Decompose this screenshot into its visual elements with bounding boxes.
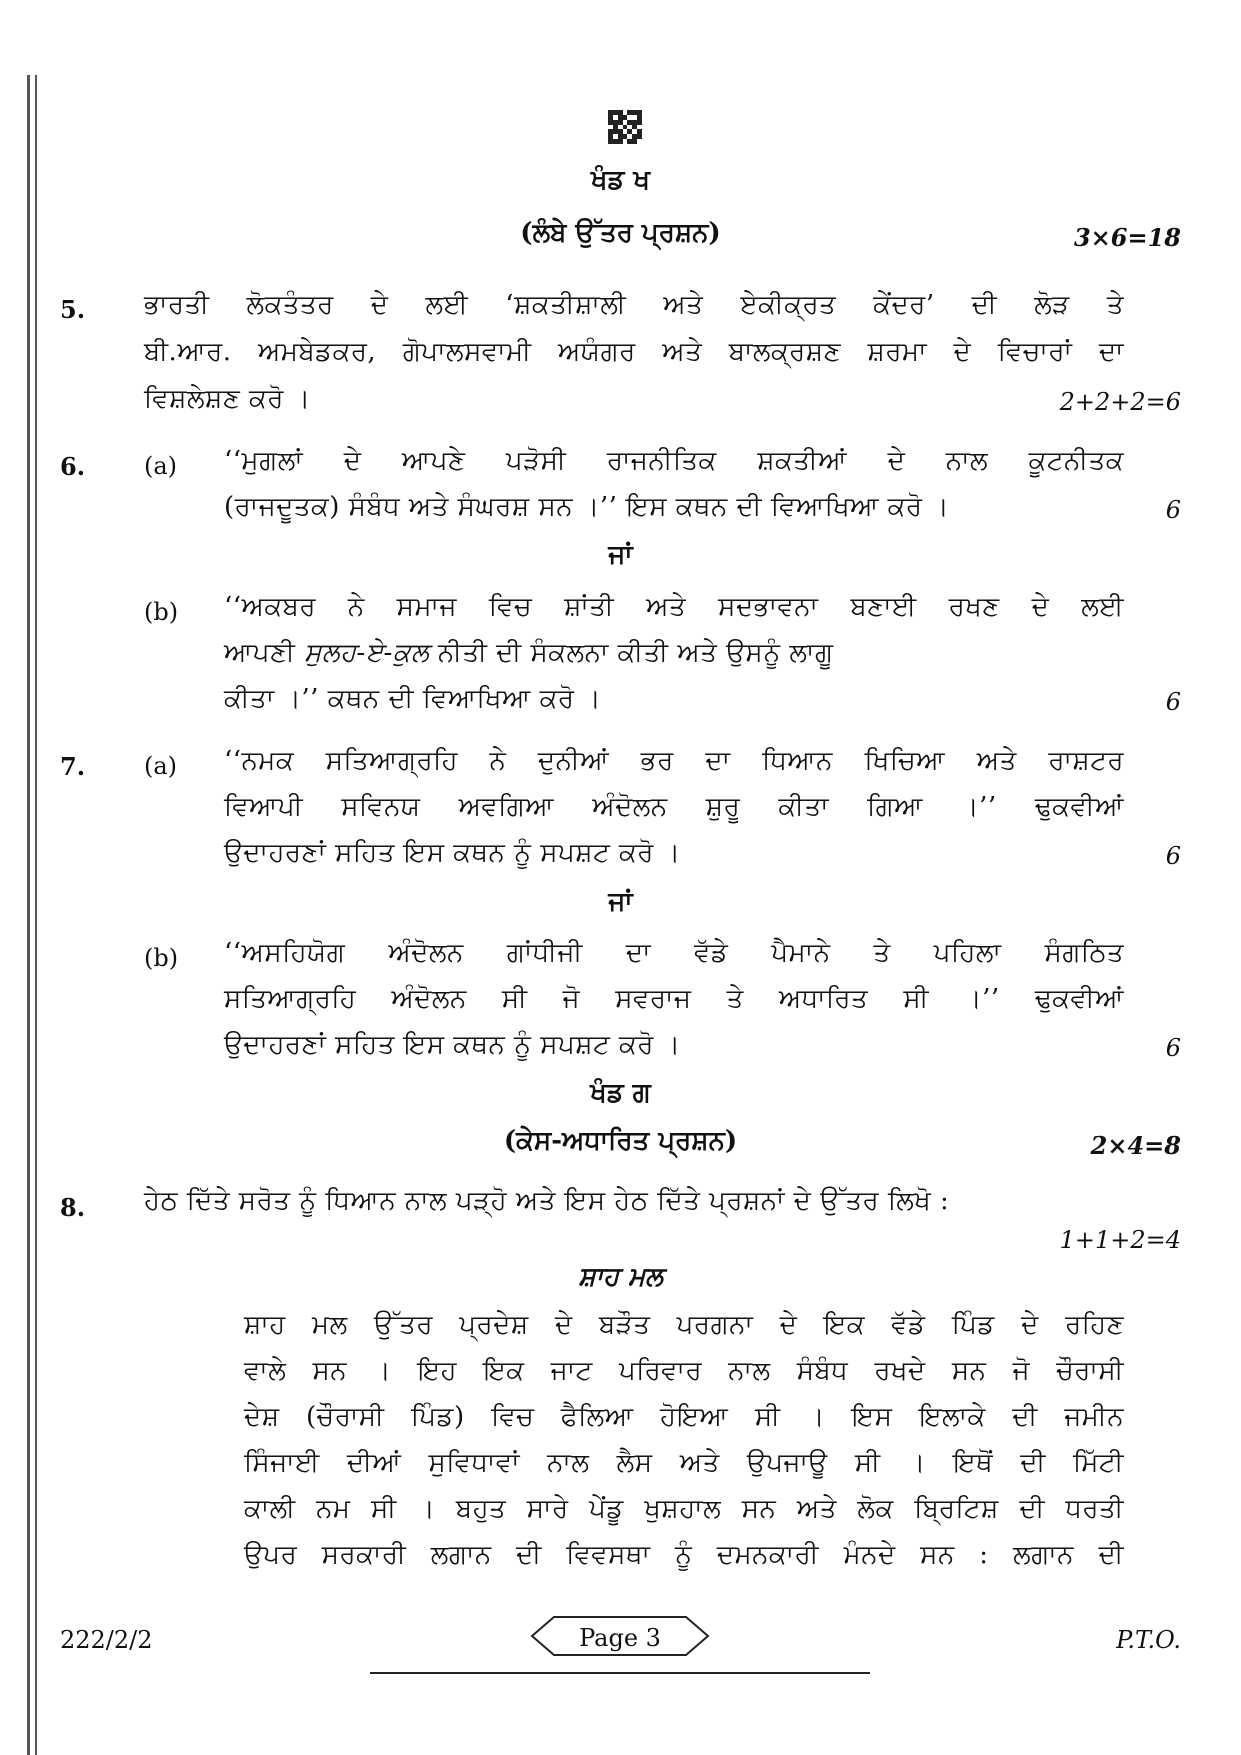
q6b-line-1: ‘‘ਅਕਬਰ ਨੇ ਸਮਾਜ ਵਿਚ ਸ਼ਾਂਤੀ ਅਤੇ ਸਦਭਾਵਨਾ ਬਣਾਈ ਰਖਣ ਦੇ ਲਈ (224, 592, 1124, 622)
question-number-6: 6. (60, 452, 86, 481)
source-line-6: ਉਪਰ ਸਰਕਾਰੀ ਲਗਾਨ ਦੀ ਵਿਵਸਥਾ ਨੂੰ ਦਮਨਕਾਰੀ ਮੰਨਦੇ ਸਨ : ਲਗਾਨ ਦੀ (244, 1540, 1124, 1570)
source-line-2: ਵਾਲੇ ਸਨ । ਇਹ ਇਕ ਜਾਟ ਪਰਿਵਾਰ ਨਾਲ ਸੰਬੰਧ ਰਖਦੇ ਸਨ ਜੋ ਚੌਰਾਸੀ (244, 1356, 1124, 1386)
source-title: ਸ਼ਾਹ ਮਲ (578, 1262, 663, 1292)
section-c-title: ਖੰਡ ਗ (590, 1078, 651, 1108)
q5-marks: 2+2+2=6 (1059, 388, 1181, 416)
q7a-line-1: ‘‘ਨਮਕ ਸਤਿਆਗ੍ਰਹਿ ਨੇ ਦੁਨੀਆਂ ਭਰ ਦਾ ਧਿਆਨ ਖਿਚਿਆ ਅਤੇ ਰਾਸ਼ਟਰ (224, 746, 1124, 776)
q5-line-2: ਬੀ.ਆਰ. ਅਮਬੇਡਕਰ, ਗੋਪਾਲਸਵਾਮੀ ਅਯੰਗਰ ਅਤੇ ਬਾਲਕ੍ਰਸ਼ਣ ਸ਼ਰਮਾ ਦੇ ਵਿਚਾਰਾਂ ਦਾ (144, 337, 1124, 367)
q6b-line-2-italic: ਸੁਲਹ-ਏ-ਕੁਲ (304, 638, 430, 668)
source-line-1: ਸ਼ਾਹ ਮਲ ਉੱਤਰ ਪ੍ਰਦੇਸ਼ ਦੇ ਬੜੌਤ ਪਰਗਨਾ ਦੇ ਇਕ ਵੱਡੇ ਪਿੰਡ ਦੇ ਰਹਿਣ (244, 1310, 1124, 1340)
source-line-3: ਦੇਸ਼ (ਚੌਰਾਸੀ ਪਿੰਡ) ਵਿਚ ਫੈਲਿਆ ਹੋਇਆ ਸੀ । ਇਸ ਇਲਾਕੇ ਦੀ ਜਮੀਨ (244, 1402, 1124, 1432)
q7b-line-2: ਸਤਿਆਗ੍ਰਹਿ ਅੰਦੋਲਨ ਸੀ ਜੋ ਸਵਰਾਜ ਤੇ ਅਧਾਰਿਤ ਸੀ ।’’ ਢੁਕਵੀਆਂ (224, 984, 1124, 1014)
section-b-title: ਖੰਡ ਖ (591, 165, 650, 195)
q7b-line-3: ਉਦਾਹਰਣਾਂ ਸਹਿਤ ਇਸ ਕਥਨ ਨੂੰ ਸਪਸ਼ਟ ਕਰੋ । (224, 1030, 681, 1060)
section-c-marks: 2×4=8 (1090, 1131, 1181, 1160)
q6a-marks: 6 (1165, 496, 1181, 524)
q7-part-b-label: (b) (144, 944, 179, 972)
q8-marks: 1+1+2=4 (1059, 1226, 1181, 1254)
q6-part-b-label: (b) (144, 598, 179, 626)
q7a-line-2: ਵਿਆਪੀ ਸਵਿਨਯ ਅਵਗਿਆ ਅੰਦੋਲਨ ਸ਼ੁਰੂ ਕੀਤਾ ਗਿਆ ।’’ ਢੁਕਵੀਆਂ (224, 792, 1124, 822)
qr-code-icon (608, 110, 642, 144)
q7-or: ਜਾਂ (608, 887, 633, 917)
q7-part-a-label: (a) (144, 752, 178, 780)
q6b-line-2-pre: ਆਪਣੀ (224, 638, 305, 668)
please-turn-over: P.T.O. (1116, 1626, 1181, 1654)
q6b-line-3: ਕੀਤਾ ।’’ ਕਥਨ ਦੀ ਵਿਆਖਿਆ ਕਰੋ । (224, 684, 602, 714)
question-number-5: 5. (60, 295, 86, 324)
q6b-marks: 6 (1165, 688, 1181, 716)
q5-line-3: ਵਿਸ਼ਲੇਸ਼ਣ ਕਰੋ । (144, 384, 311, 414)
question-number-7: 7. (60, 752, 86, 781)
section-c-subtitle: (ਕੇਸ-ਅਧਾਰਿਤ ਪ੍ਰਸ਼ਨ) (503, 1126, 738, 1156)
question-number-8: 8. (60, 1193, 86, 1222)
section-b-subtitle: (ਲੰਬੇ ਉੱਤਰ ਪ੍ਰਸ਼ਨ) (520, 218, 721, 248)
q7a-line-3: ਉਦਾਹਰਣਾਂ ਸਹਿਤ ਇਸ ਕਥਨ ਨੂੰ ਸਪਸ਼ਟ ਕਰੋ । (224, 838, 681, 868)
q6b-line-2-post: ਨੀਤੀ ਦੀ ਸੰਕਲਨਾ ਕੀਤੀ ਅਤੇ ਉਸਨੂੰ ਲਾਗੂ (429, 638, 834, 668)
q6-part-a-label: (a) (144, 452, 178, 480)
footer-rule (370, 1672, 870, 1674)
q7b-line-1: ‘‘ਅਸਹਿਯੋਗ ਅੰਦੋਲਨ ਗਾਂਧੀਜੀ ਦਾ ਵੱਡੇ ਪੈਮਾਨੇ ਤੇ ਪਹਿਲਾ ਸੰਗਠਿਤ (224, 938, 1124, 968)
page-number: Page 3 (579, 1624, 661, 1652)
q6a-line-2: (ਰਾਜਦੂਤਕ) ਸੰਬੰਧ ਅਤੇ ਸੰਘਰਸ਼ ਸਨ ।’’ ਇਸ ਕਥਨ ਦੀ ਵਿਆਖਿਆ ਕਰੋ । (224, 492, 950, 522)
source-line-4: ਸਿੰਜਾਈ ਦੀਆਂ ਸੁਵਿਧਾਵਾਂ ਨਾਲ ਲੈਸ ਅਤੇ ਉਪਜਾਊ ਸੀ । ਇਥੋਂ ਦੀ ਮਿੱਟੀ (244, 1448, 1124, 1478)
q7a-marks: 6 (1165, 842, 1181, 870)
q6a-line-1: ‘‘ਮੁਗਲਾਂ ਦੇ ਆਪਣੇ ਪੜੋਸੀ ਰਾਜਨੀਤਿਕ ਸ਼ਕਤੀਆਂ ਦੇ ਨਾਲ ਕੂਟਨੀਤਕ (224, 446, 1124, 476)
q5-line-1: ਭਾਰਤੀ ਲੋਕਤੰਤਰ ਦੇ ਲਈ ‘ਸ਼ਕਤੀਸ਼ਾਲੀ ਅਤੇ ਏਕੀਕ੍ਰਤ ਕੇਂਦਰ’ ਦੀ ਲੋੜ ਤੇ (144, 290, 1124, 320)
q7b-marks: 6 (1165, 1034, 1181, 1062)
paper-code: 222/2/2 (60, 1626, 153, 1654)
q6-or: ਜਾਂ (608, 540, 633, 570)
q6b-line-2 (224, 638, 1124, 669)
source-line-5: ਕਾਲੀ ਨਮ ਸੀ । ਬਹੁਤ ਸਾਰੇ ਪੇਂਡੂ ਖੁਸ਼ਹਾਲ ਸਨ ਅਤੇ ਲੋਕ ਬ੍ਰਿਟਿਸ਼ ਦੀ ਧਰਤੀ (244, 1494, 1124, 1524)
page-number-badge (530, 1615, 710, 1657)
q8-prompt: ਹੇਠ ਦਿੱਤੇ ਸਰੋਤ ਨੂੰ ਧਿਆਨ ਨਾਲ ਪੜ੍ਹੋ ਅਤੇ ਇਸ ਹੇਠ ਦਿੱਤੇ ਪ੍ਰਸ਼ਨਾਂ ਦੇ ਉੱਤਰ ਲਿਖੋ : (144, 1186, 950, 1216)
section-b-marks: 3×6=18 (1073, 223, 1181, 252)
